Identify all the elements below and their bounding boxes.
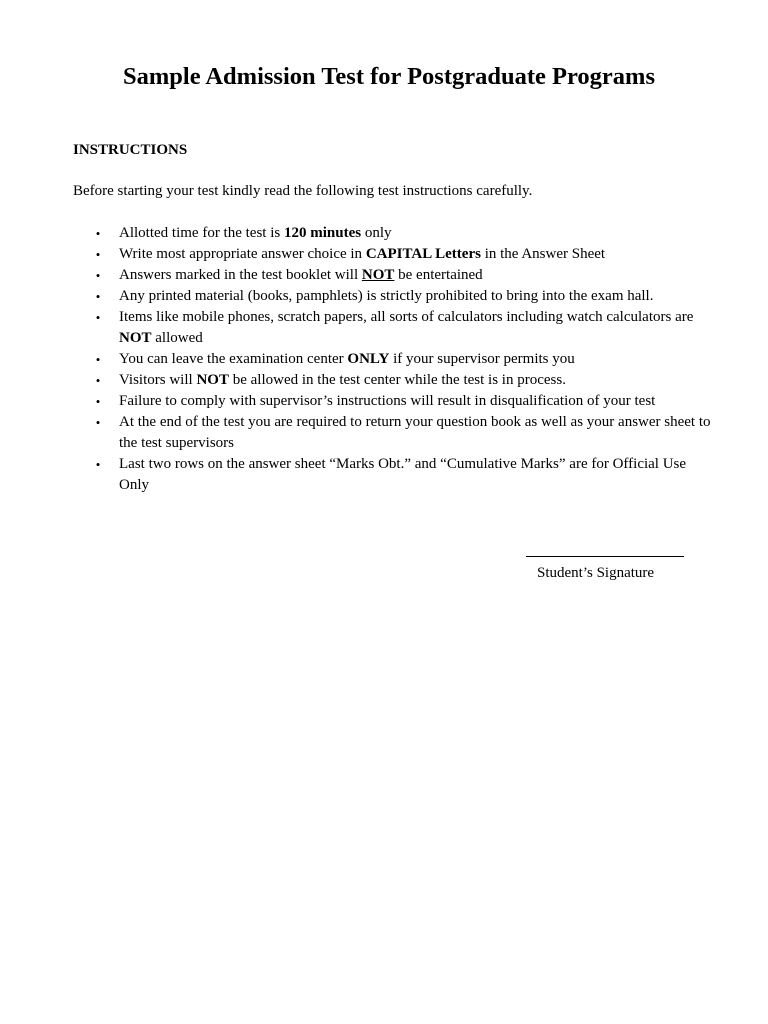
- instruction-text: allowed: [151, 330, 203, 346]
- instruction-text: Write most appropriate answer choice in: [119, 246, 366, 262]
- bullet-icon: •: [95, 352, 101, 367]
- emphasis-text: NOT: [361, 267, 395, 283]
- instruction-text: be allowed in the test center while the test is in process.: [228, 372, 566, 388]
- instruction-item: [73, 244, 713, 265]
- emphasis-text: 120 minutes: [283, 225, 362, 241]
- emphasis-text: ONLY: [347, 351, 390, 367]
- bullet-icon: •: [95, 394, 101, 409]
- instruction-item: [73, 286, 713, 307]
- instruction-text: Any printed material (books, pamphlets) is strictly prohibited to bring into the exam hall.: [119, 288, 654, 304]
- signature-line: [526, 556, 684, 557]
- instruction-item: [73, 307, 713, 349]
- instruction-item: [73, 391, 713, 412]
- instruction-item: [73, 265, 713, 286]
- emphasis-text: CAPITAL Letters: [365, 246, 481, 262]
- bullet-icon: •: [95, 415, 101, 430]
- instructions-list: [73, 223, 713, 496]
- bullet-icon: •: [95, 457, 101, 472]
- instruction-item: [73, 349, 713, 370]
- instruction-text: in the Answer Sheet: [480, 246, 606, 262]
- instruction-text: Failure to comply with supervisor’s instructions will result in disqualification of your test: [119, 393, 656, 409]
- instruction-text: be entertained: [394, 267, 483, 283]
- instruction-text: Allotted time for the test is: [119, 225, 284, 241]
- bullet-icon: •: [95, 310, 101, 325]
- instruction-text: Answers marked in the test booklet will: [119, 267, 362, 283]
- signature-label: Student’s Signature: [537, 565, 655, 581]
- bullet-icon: •: [95, 268, 101, 283]
- instruction-item: [73, 454, 713, 496]
- instructions-heading: INSTRUCTIONS: [73, 142, 188, 158]
- instruction-text: Items like mobile phones, scratch papers, all sorts of calculators including watch calculators are: [119, 309, 694, 325]
- instruction-text: only: [361, 225, 392, 241]
- instruction-text: You can leave the examination center: [119, 351, 348, 367]
- emphasis-text: NOT: [196, 372, 229, 388]
- instruction-item: [73, 223, 713, 244]
- document-title: Sample Admission Test for Postgraduate Programs: [123, 63, 655, 90]
- instruction-item: [73, 412, 713, 454]
- bullet-icon: •: [95, 289, 101, 304]
- instruction-item: [73, 370, 713, 391]
- bullet-icon: •: [95, 247, 101, 262]
- instruction-text: Visitors will: [119, 372, 197, 388]
- emphasis-text: NOT: [119, 330, 152, 346]
- intro-paragraph: Before starting your test kindly read the following test instructions carefully.: [73, 183, 533, 199]
- instruction-text: if your supervisor permits you: [389, 351, 575, 367]
- bullet-icon: •: [95, 373, 101, 388]
- instruction-text: Last two rows on the answer sheet “Marks Obt.” and “Cumulative Marks” are for Official Use Only: [119, 456, 687, 493]
- instruction-text: At the end of the test you are required to return your question book as well as your answer sheet to the test supervisors: [119, 414, 711, 451]
- bullet-icon: •: [95, 226, 101, 241]
